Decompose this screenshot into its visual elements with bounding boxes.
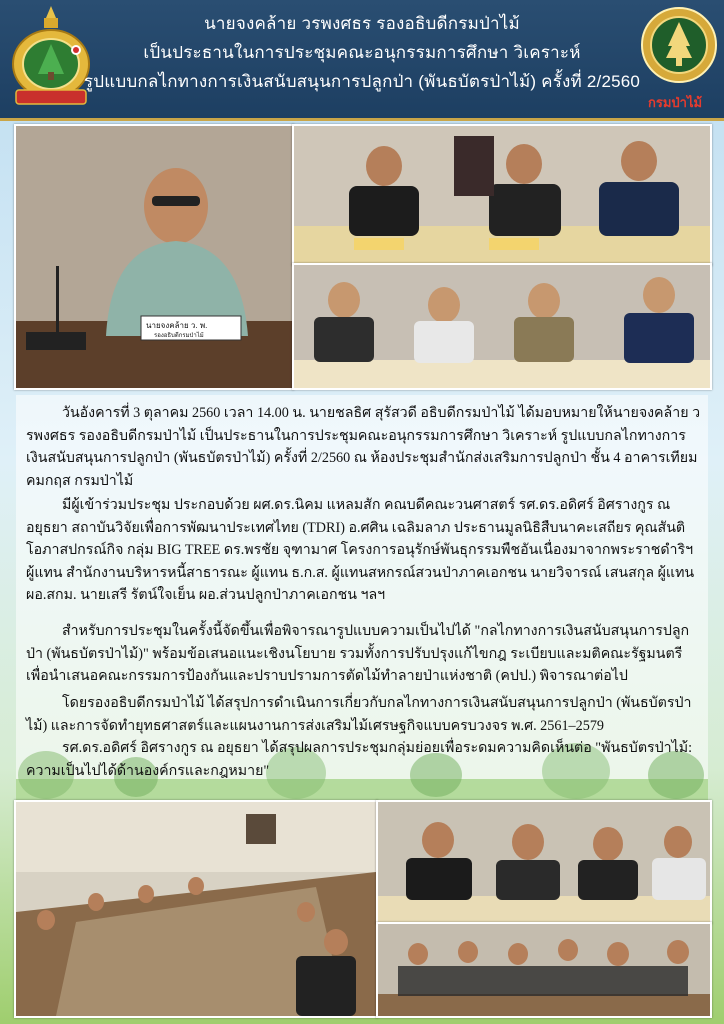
body-paragraph-5 — [26, 737, 702, 782]
body-paragraph-4 — [26, 692, 702, 737]
body-paragraph-3 — [26, 620, 702, 688]
photo-meeting-bottom-right-2 — [376, 922, 712, 1018]
photo-chairman — [14, 124, 294, 390]
department-logo-text: กรมป่าไม้ — [648, 95, 703, 110]
body-paragraph-4-text: โดยรองอธิบดีกรมป่าไม้ ได้สรุปการดำเนินการเกี่ยวกับกลไกทางการเงินสนับสนุนการปลูกป่า (พันธบัตรป่าไม้) และการจัดทำยุทธศาสตร์และแผนงานการส่งเสริมไม้เศรษฐกิจแบบครบวงจร พ.ศ. 2561–2579 — [26, 695, 692, 734]
photo-meeting-room-wide — [14, 800, 378, 1018]
photo-meeting-bottom-right-1 — [376, 800, 712, 924]
nameplate-text: นายจงคล้าย ว. พ. — [146, 321, 208, 330]
header-title-line-2: เป็นประธานในการประชุมคณะอนุกรรมการศึกษา วิเคราะห์ — [143, 43, 581, 62]
body-paragraph-1 — [26, 402, 702, 492]
body-paragraph-1-text: วันอังคารที่ 3 ตุลาคม 2560 เวลา 14.00 น. นายชลธิศ สุรัสวดี อธิบดีกรมป่าไม้ ได้มอบหมายให้นายจงคล้าย วรพงศธร รองอธิบดีกรมป่าไม้ เป็นประธานในการประชุมคณะอนุกรรมการศึกษา วิเคราะห์ รูปแบบกลไกทางการเงินสนับสนุนการปลูกป่า (พันธบัตรป่าไม้) ครั้งที่ 2/2560 ณ ห้องประชุมสำนักส่งเสริมการปลูกป่า ชั้น 4 อาคารเทียมคมกฤส กรมป่าไม้ — [26, 405, 701, 489]
body-paragraph-2 — [26, 494, 702, 607]
body-paragraph-5-text: รศ.ดร.อดิศร์ อิศรางกูร ณ อยุธยา ได้สรุปผลการประชุมกลุ่มย่อยเพื่อระดมความคิดเห็นต่อ "พันธบัตรป่าไม้: ความเป็นไปได้ด้านองค์กรและกฎหมาย" — [26, 740, 693, 779]
header-title-line-3: รูปแบบกลไกทางการเงินสนับสนุนการปลูกป่า (พันธบัตรป่าไม้) ครั้งที่ 2/2560 — [83, 72, 641, 91]
forest-department-seal-icon — [640, 6, 718, 84]
body-paragraph-2-text: มีผู้เข้าร่วมประชุม ประกอบด้วย ผศ.ดร.นิคม แหลมสัก คณบดีคณะวนศาสตร์ รศ.ดร.อดิศร์ อิศรางกูร ณ อยุธยา สถาบันวิจัยเพื่อการพัฒนาประเทศไทย (TDRI) อ.ศศิน เฉลิมลาภ ประธานมูลนิธิสืบนาคะเสถียร คุณสันติ โอภาสปกรณ์กิจ กลุ่ม BIG TREE ดร.พรชัย จุฑามาศ โครงการอนุรักษ์พันธุกรรมพืชอันเนื่องมาจากพระราชดำริฯ ผู้แทน สำนักงานบริหารหนี้สาธารณะ ผู้แทน ธ.ก.ส. ผู้แทนสหกรณ์สวนป่าภาคเอกชน นายวิจารณ์ เสนสกุล ผู้แทน ผอ.สกม. นายเสรี รัตน์ใจเย็น ผอ.ส่วนปลูกป่าภาคเอกชน ฯลฯ — [26, 497, 695, 603]
photo-meeting-top-right — [292, 124, 712, 266]
photo-meeting-mid-right — [292, 263, 712, 390]
header-banner — [0, 0, 724, 121]
nameplate-subtext: รองอธิบดีกรมป่าไม้ — [154, 333, 204, 339]
header-title-line-1: นายจงคล้าย วรพงศธร รองอธิบดีกรมป่าไม้ — [204, 14, 520, 33]
body-paragraph-3-text: สำหรับการประชุมในครั้งนี้จัดขึ้นเพื่อพิจารณารูปแบบความเป็นไปได้ "กลไกทางการเงินสนับสนุนการปลูกป่า (พันธบัตรป่าไม้)" พร้อมข้อเสนอแนะเชิงนโยบาย รวมทั้งการปรับปรุงแก้ไขกฎ ระเบียบและมติคณะรัฐมนตรี เพื่อนำเสนอคณะกรรมการป้องกันและปราบปรามการตัดไม้ทำลายป่าแห่งชาติ (คปป.) พิจารณาต่อไป — [26, 623, 690, 684]
